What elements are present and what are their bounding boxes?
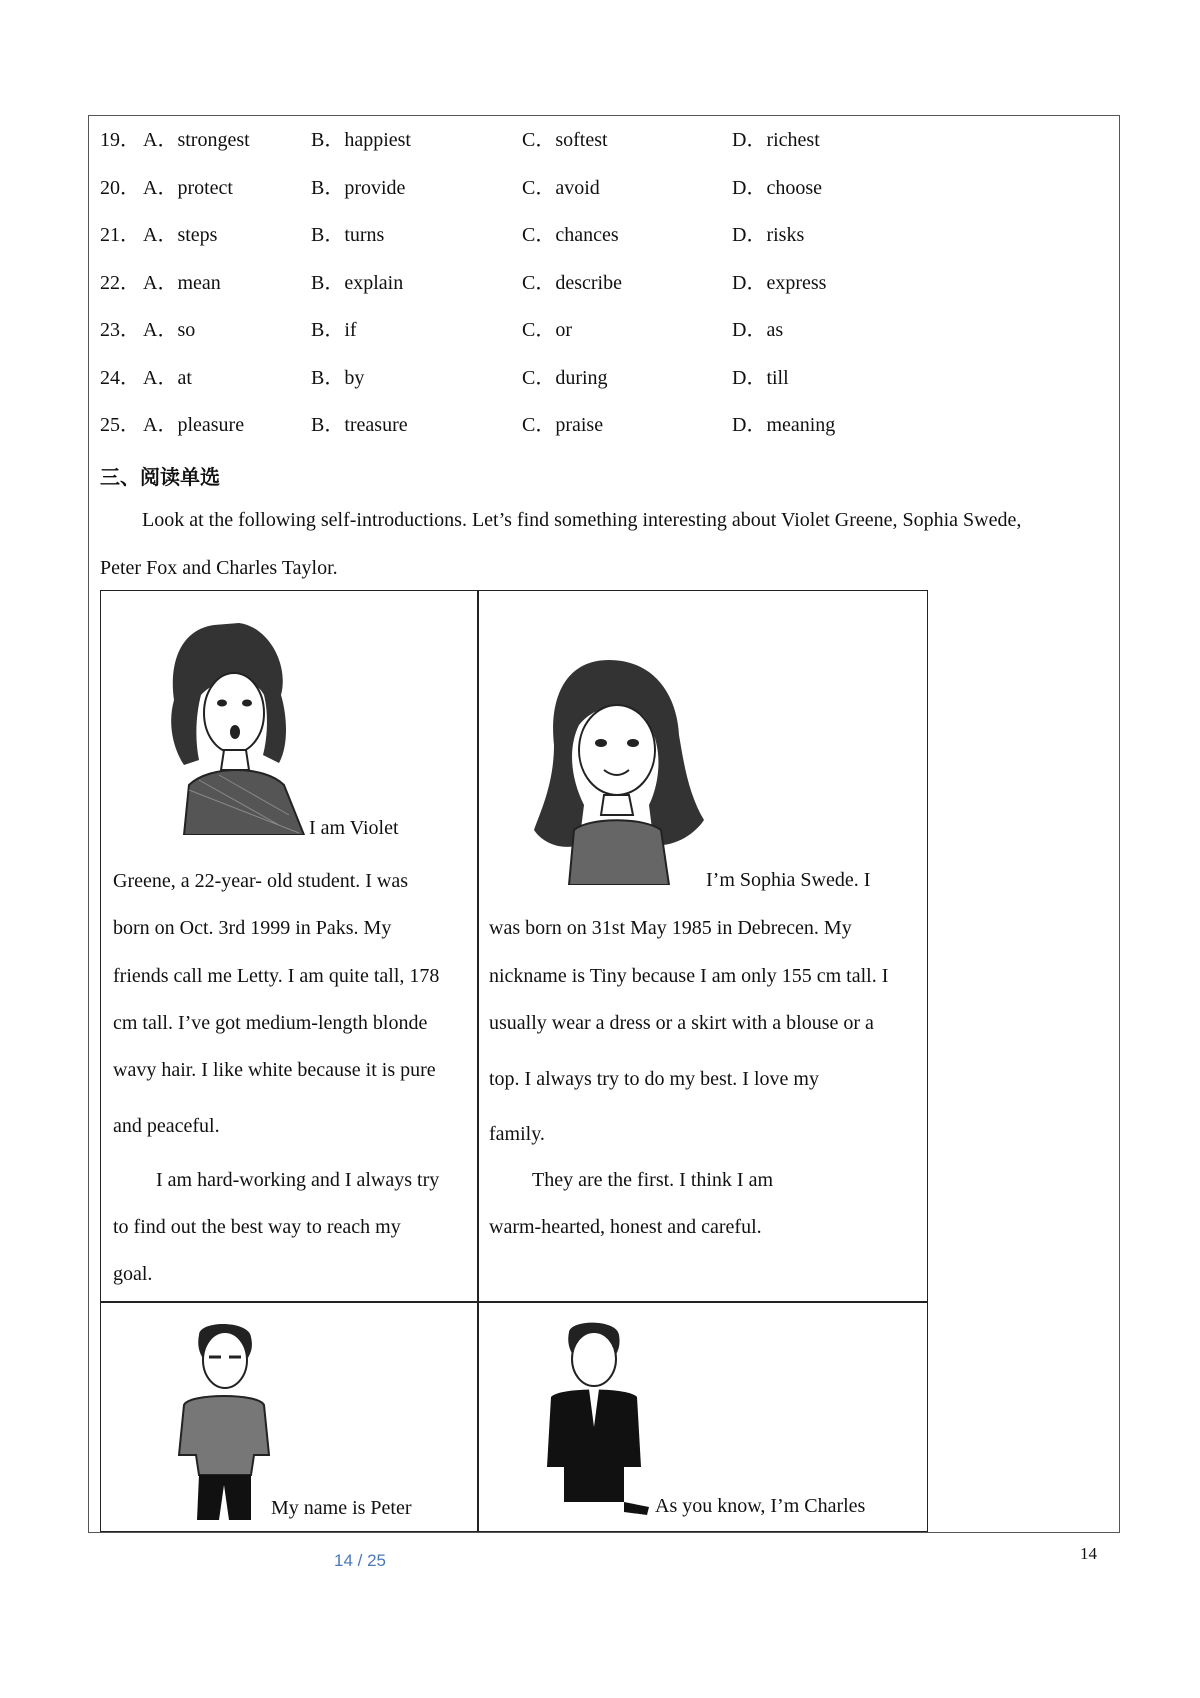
option-a: A．protect: [143, 177, 233, 199]
question-number: 24．: [100, 367, 140, 389]
option-a: A．steps: [143, 224, 218, 246]
peter-portrait: [169, 1315, 279, 1525]
question-number: 23．: [100, 319, 140, 341]
sophia-text-line-6: family.: [489, 1123, 545, 1145]
option-c: C．avoid: [522, 177, 600, 199]
sophia-text-line-4: usually wear a dress or a skirt with a blouse or a: [489, 1012, 874, 1034]
sophia-text-line-2: was born on 31st May 1985 in Debrecen. My: [489, 917, 852, 939]
column-divider: [477, 591, 479, 1531]
sophia-text-line-5: top. I always try to do my best. I love my: [489, 1068, 819, 1090]
question-number: 21．: [100, 224, 140, 246]
violet-text-line-9: to find out the best way to reach my: [113, 1216, 401, 1238]
option-c: C．or: [522, 319, 572, 341]
option-d: D．as: [732, 319, 784, 341]
option-c: C．softest: [522, 129, 608, 151]
option-c: C．chances: [522, 224, 619, 246]
option-d: D．richest: [732, 129, 820, 151]
option-a: A．at: [143, 367, 192, 389]
option-b: B．turns: [311, 224, 385, 246]
violet-text-line-6: wavy hair. I like white because it is pure: [113, 1059, 436, 1081]
option-b: B．happiest: [311, 129, 411, 151]
sophia-text-line-8: warm-hearted, honest and careful.: [489, 1216, 762, 1238]
option-a: A．strongest: [143, 129, 250, 151]
question-number: 20．: [100, 177, 140, 199]
charles-portrait: [529, 1317, 659, 1517]
page-indicator: 14 / 25: [334, 1551, 386, 1570]
question-number: 22．: [100, 272, 140, 294]
sophia-text-line-7: They are the first. I think I am: [532, 1169, 774, 1191]
peter-text: My name is Peter: [271, 1497, 412, 1519]
option-a: A．mean: [143, 272, 221, 294]
option-d: D．choose: [732, 177, 822, 199]
option-c: C．describe: [522, 272, 622, 294]
option-b: B．explain: [311, 272, 404, 294]
option-a: A．so: [143, 319, 196, 341]
option-d: D．till: [732, 367, 789, 389]
violet-text-line-1: I am Violet: [309, 817, 399, 839]
option-c: C．during: [522, 367, 608, 389]
question-number: 19．: [100, 129, 140, 151]
option-d: D．risks: [732, 224, 805, 246]
violet-portrait: [159, 615, 309, 835]
violet-text-line-4: friends call me Letty. I am quite tall, 178: [113, 965, 440, 987]
page-number: 14: [1080, 1544, 1097, 1563]
question-number: 25．: [100, 414, 140, 436]
violet-text-line-8: I am hard-working and I always try: [156, 1169, 440, 1191]
introductions-table: [100, 590, 928, 1532]
option-b: B．by: [311, 367, 365, 389]
option-b: B．if: [311, 319, 357, 341]
section-heading: 三、阅读单选: [100, 465, 220, 489]
intro-line-2: Peter Fox and Charles Taylor.: [100, 557, 338, 579]
violet-text-line-3: born on Oct. 3rd 1999 in Paks. My: [113, 917, 392, 939]
row-divider: [101, 1301, 927, 1303]
sophia-text-line-3: nickname is Tiny because I am only 155 cm tall. I: [489, 965, 889, 987]
sophia-portrait: [529, 655, 709, 885]
option-a: A．pleasure: [143, 414, 245, 436]
violet-text-line-10: goal.: [113, 1263, 153, 1285]
violet-text-line-2: Greene, a 22-year- old student. I was: [113, 870, 409, 892]
intro-line-1: Look at the following self-introductions. Let’s find something interesting about Violet Greene, Sophia Swede,: [142, 509, 1022, 531]
option-b: B．treasure: [311, 414, 408, 436]
option-c: C．praise: [522, 414, 604, 436]
option-d: D．express: [732, 272, 827, 294]
sophia-text-line-1: I’m Sophia Swede. I: [706, 869, 871, 891]
violet-text-line-5: cm tall. I’ve got medium-length blonde: [113, 1012, 428, 1034]
option-b: B．provide: [311, 177, 406, 199]
option-d: D．meaning: [732, 414, 836, 436]
violet-text-line-7: and peaceful.: [113, 1115, 220, 1137]
charles-text: As you know, I’m Charles: [655, 1495, 866, 1517]
